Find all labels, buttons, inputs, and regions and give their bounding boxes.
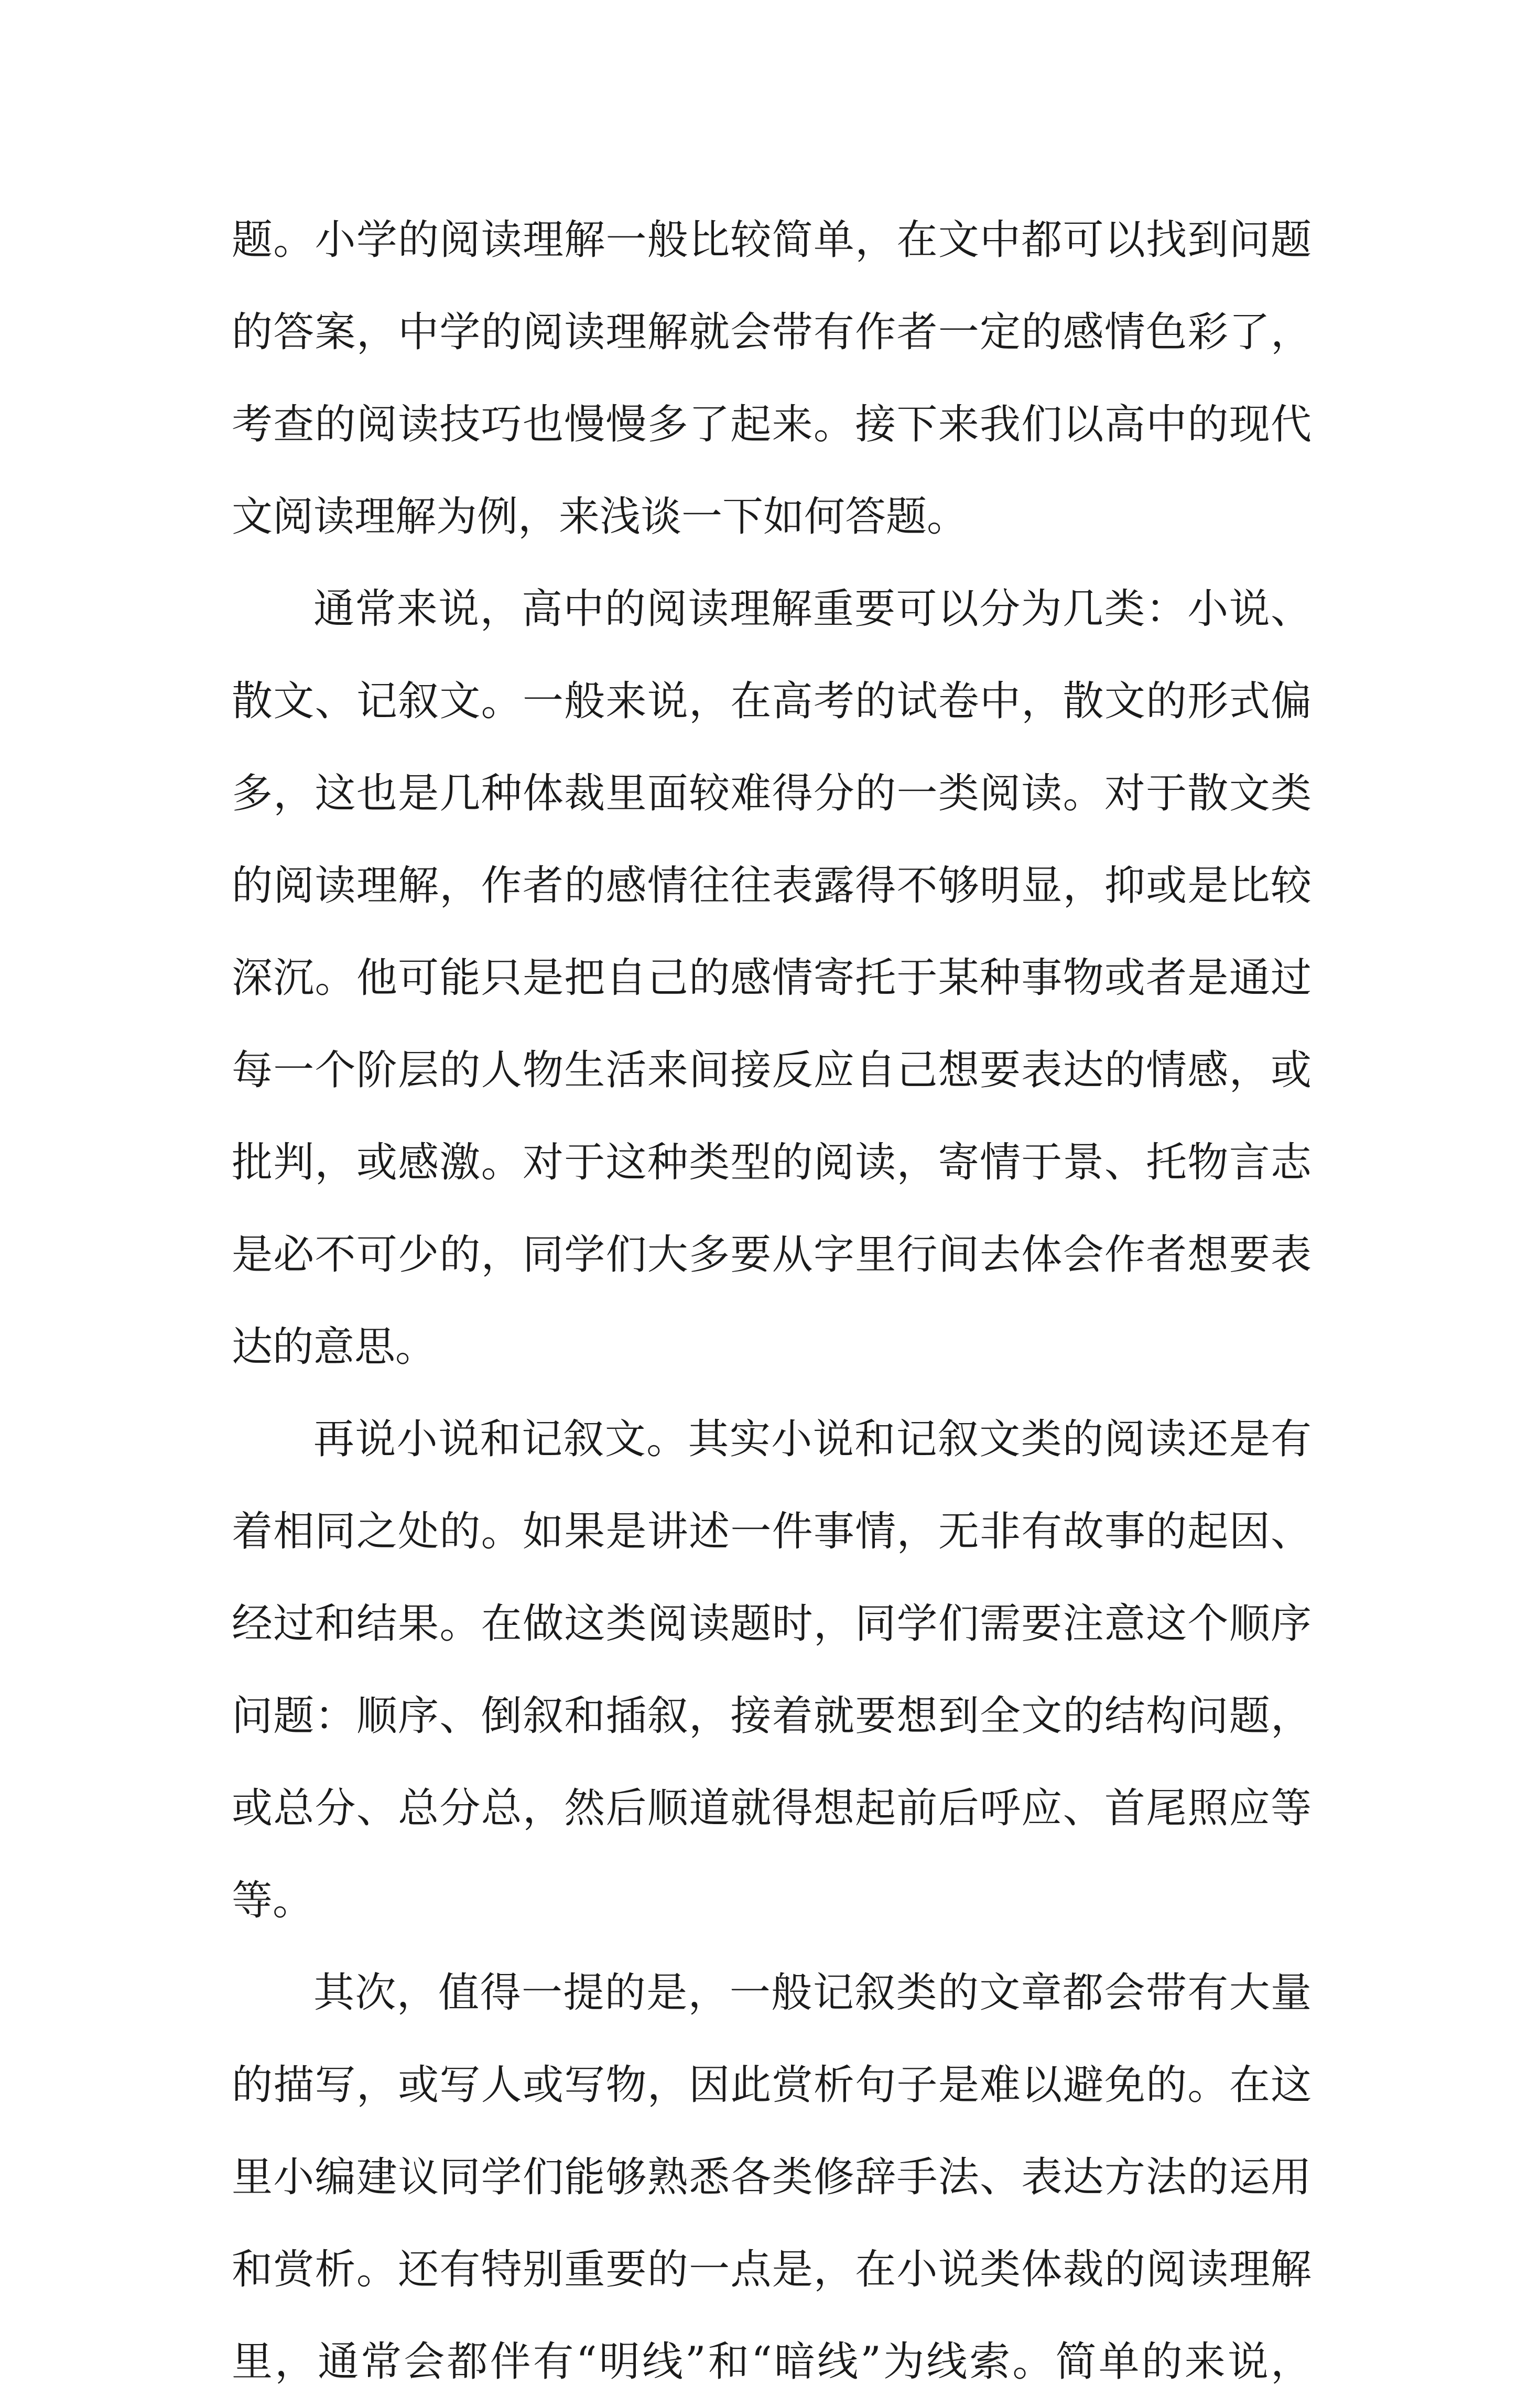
text-line: 批判，或感激。对于这种类型的阅读，寄情于景、托物言志 bbox=[232, 1139, 1312, 1186]
body-text bbox=[232, 194, 1312, 2408]
text-line: 题。小学的阅读理解一般比较简单，在文中都可以找到问题 bbox=[232, 216, 1312, 264]
text-line: 和赏析。还有特别重要的一点是，在小说类体裁的阅读理解 bbox=[232, 2246, 1312, 2293]
text-line: 考查的阅读技巧也慢慢多了起来。接下来我们以高中的现代 bbox=[232, 401, 1312, 448]
text-line: 通常来说，高中的阅读理解重要可以分为几类：小说、 bbox=[313, 585, 1312, 633]
text-line: 每一个阶层的人物生活来间接反应自己想要表达的情感，或 bbox=[232, 1047, 1312, 1094]
paragraph-3 bbox=[232, 1393, 1312, 1947]
text-line: 里小编建议同学们能够熟悉各类修辞手法、表达方法的运用 bbox=[232, 2154, 1312, 2201]
text-line: 深沉。他可能只是把自己的感情寄托于某种事物或者是通过 bbox=[232, 954, 1312, 1002]
text-line: 多，这也是几种体裁里面较难得分的一类阅读。对于散文类 bbox=[232, 770, 1312, 817]
paragraph-1 bbox=[232, 194, 1312, 563]
text-line: 再说小说和记叙文。其实小说和记叙文类的阅读还是有 bbox=[313, 1416, 1312, 1463]
text-line: 达的意思。 bbox=[232, 1324, 437, 1371]
text-line: 着相同之处的。如果是讲述一件事情，无非有故事的起因、 bbox=[232, 1508, 1312, 1555]
text-line: 等。 bbox=[232, 1877, 314, 1924]
text-line: 经过和结果。在做这类阅读题时，同学们需要注意这个顺序 bbox=[232, 1600, 1312, 1647]
text-line: 是必不可少的，同学们大多要从字里行间去体会作者想要表 bbox=[232, 1231, 1312, 1278]
paragraph-4 bbox=[232, 1947, 1312, 2408]
text-line: 的阅读理解，作者的感情往往表露得不够明显，抑或是比较 bbox=[232, 862, 1312, 909]
text-line: 的描写，或写人或写物，因此赏析句子是难以避免的。在这 bbox=[232, 2062, 1312, 2109]
text-line: 其次，值得一提的是，一般记叙类的文章都会带有大量 bbox=[313, 1969, 1312, 2016]
text-line: 文阅读理解为例，来浅谈一下如何答题。 bbox=[232, 493, 968, 540]
text-line: 散文、记叙文。一般来说，在高考的试卷中，散文的形式偏 bbox=[232, 678, 1312, 725]
text-line: 里，通常会都伴有“明线”和“暗线”为线索。简单的来说， bbox=[232, 2338, 1312, 2385]
text-line: 问题：顺序、倒叙和插叙，接着就要想到全文的结构问题， bbox=[232, 1693, 1312, 1740]
text-line: 或总分、总分总，然后顺道就得想起前后呼应、首尾照应等 bbox=[232, 1785, 1312, 1832]
text-line: 的答案，中学的阅读理解就会带有作者一定的感情色彩了， bbox=[232, 309, 1312, 356]
paragraph-2 bbox=[232, 563, 1312, 1393]
